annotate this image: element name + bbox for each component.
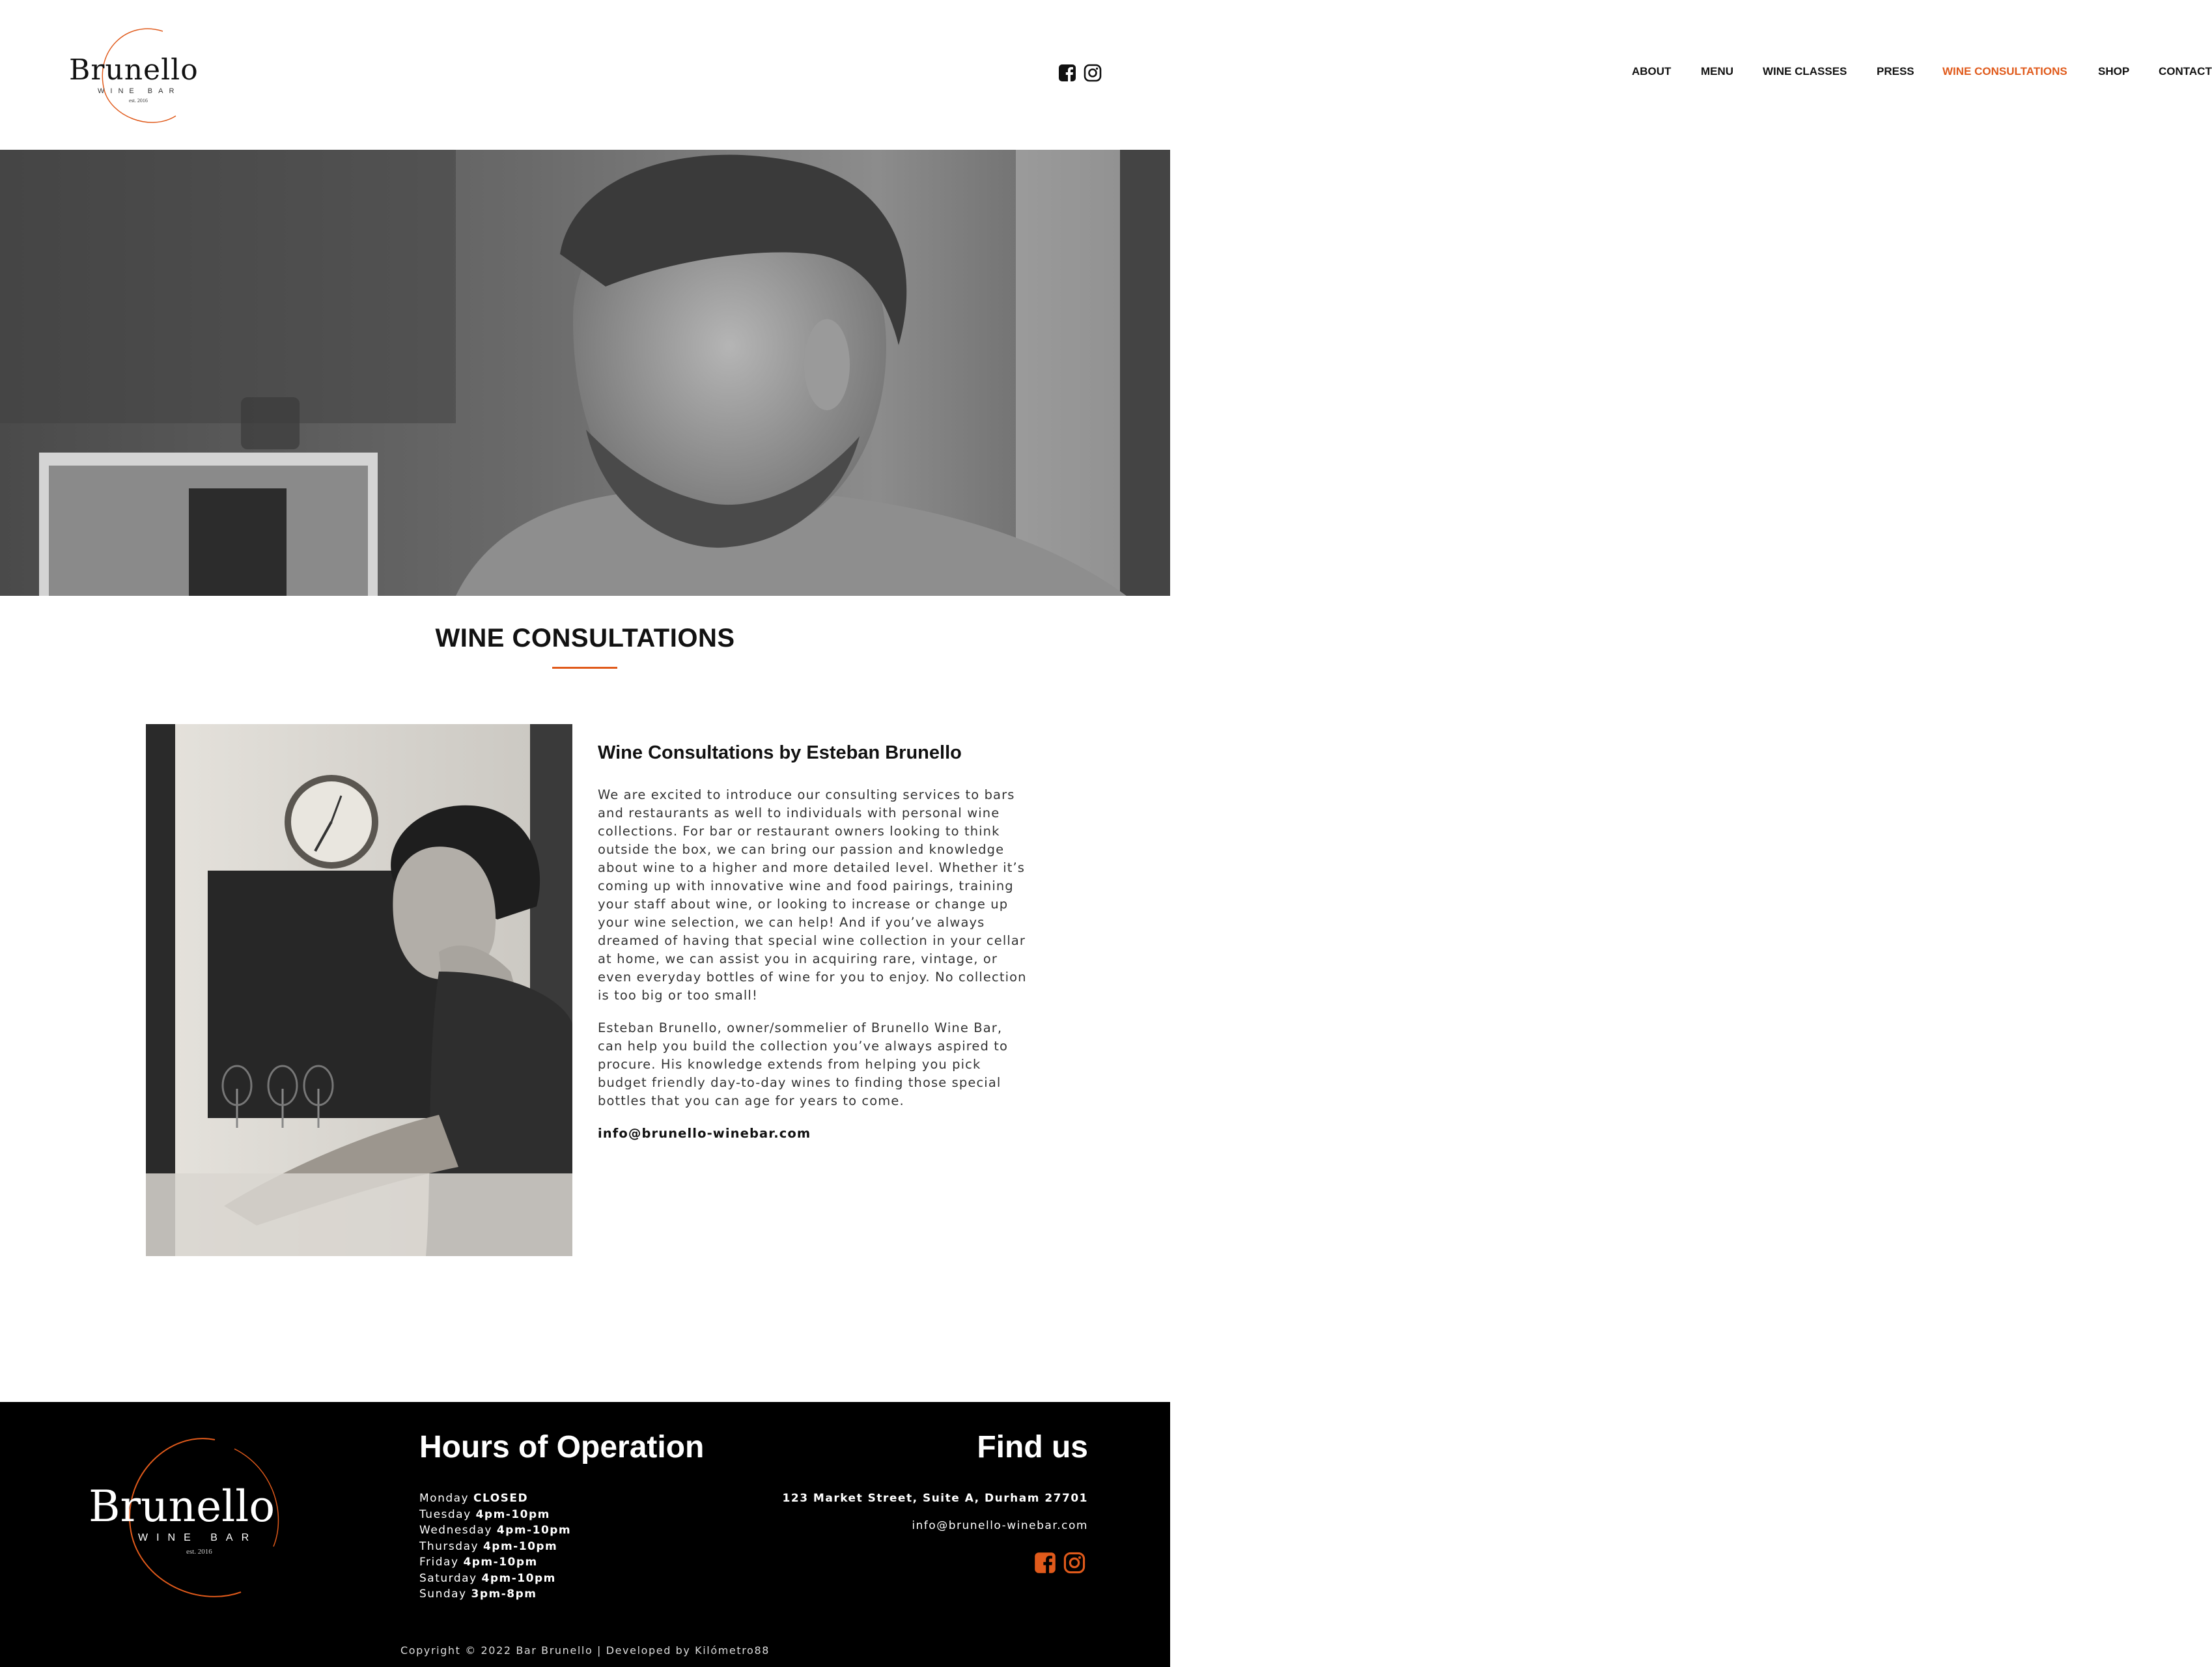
nav-item-press[interactable]: PRESS	[1877, 65, 1914, 77]
hours-day: Tuesday	[419, 1507, 471, 1521]
hours-row	[419, 1491, 571, 1507]
intro-paragraph: We are excited to introduce our consulting services to bars and restaurants as well to individuals with personal wine collections. For bar or restaurant owners looking to think outside the box, we can bring our passion and knowledge about wine to a higher and more detailed level. Whether it’s coming up with innovative wine and food pairings, training your staff about wine, or looking to increase or change up your wine selection, we can help! And if you’ve always dreamed of having that special wine collection in your cellar at home, we can assist you in acquiring rare, vintage, or even everyday bottles of wine for you to enjoy. No collection is too big or too small!	[598, 787, 1027, 1003]
hours-row	[419, 1554, 571, 1571]
instagram-icon[interactable]	[1084, 64, 1102, 82]
facebook-icon[interactable]	[1058, 64, 1076, 82]
nav-item-wine-classes[interactable]: WINE CLASSES	[1763, 65, 1847, 77]
nav-item-contact[interactable]: CONTACT	[2159, 65, 2212, 77]
hours-day: Thursday	[419, 1539, 479, 1553]
logo-tagline: WINE BAR	[98, 87, 180, 95]
sommelier-photo	[146, 724, 572, 1256]
title-underline	[552, 667, 617, 669]
footer-logo[interactable]	[85, 1436, 313, 1605]
footer-instagram-icon[interactable]	[1063, 1552, 1085, 1574]
brand-logo[interactable]	[65, 25, 215, 129]
hours-day: Saturday	[419, 1571, 477, 1585]
footer-logo-est: est. 2016	[186, 1548, 212, 1556]
hours-row	[419, 1539, 571, 1555]
hours-row	[419, 1522, 571, 1539]
logo-est: est. 2016	[129, 98, 148, 104]
footer-email-link[interactable]: info@brunello-winebar.com	[912, 1519, 1088, 1532]
contact-email-link[interactable]: info@brunello-winebar.com	[598, 1126, 811, 1141]
footer-logo-tagline: WINE BAR	[138, 1532, 258, 1543]
nav-item-wine-consultations[interactable]: WINE CONSULTATIONS	[1942, 65, 2067, 77]
nav-item-menu[interactable]: MENU	[1701, 65, 1734, 77]
consultation-content	[598, 742, 1028, 1157]
consultation-photo	[146, 724, 572, 1256]
footer-address: 123 Market Street, Suite A, Durham 27701	[782, 1492, 1088, 1505]
footer-facebook-icon[interactable]	[1034, 1552, 1056, 1574]
hours-day: Friday	[419, 1556, 459, 1569]
logo-wordmark: Brunello	[69, 53, 199, 87]
page-title: WINE CONSULTATIONS	[435, 624, 735, 652]
hours-time: 4pm-10pm	[475, 1507, 550, 1521]
footer-logo-wordmark: Brunello	[89, 1481, 275, 1532]
copyright-text: Copyright © 2022 Bar Brunello | Developed by Kilómetro88	[400, 1644, 770, 1657]
hours-row	[419, 1586, 571, 1603]
find-us-title: Find us	[977, 1430, 1088, 1464]
hours-title: Hours of Operation	[419, 1430, 705, 1464]
site-header	[0, 0, 2212, 150]
hours-time: CLOSED	[473, 1492, 529, 1505]
hours-day: Monday	[419, 1492, 469, 1505]
hours-day: Wednesday	[419, 1524, 492, 1537]
nav-item-about[interactable]: ABOUT	[1632, 65, 1672, 77]
hours-time: 4pm-10pm	[463, 1556, 538, 1569]
section-heading: Wine Consultations by Esteban Brunello	[598, 742, 962, 763]
hours-row	[419, 1507, 571, 1523]
hours-time: 4pm-10pm	[483, 1539, 558, 1553]
hours-list	[419, 1491, 571, 1603]
hours-time: 4pm-10pm	[481, 1571, 556, 1585]
hours-time: 3pm-8pm	[471, 1588, 537, 1601]
nav-item-shop[interactable]: SHOP	[2098, 65, 2130, 77]
hours-day: Sunday	[419, 1588, 467, 1601]
site-footer	[0, 1402, 1170, 1667]
hours-time: 4pm-10pm	[496, 1524, 572, 1537]
hours-row	[419, 1571, 571, 1587]
hero-image	[0, 150, 1170, 596]
hero-portrait-photo	[0, 150, 1170, 596]
bio-paragraph: Esteban Brunello, owner/sommelier of Brunello Wine Bar, can help you build the collection you’ve always aspired to procure. His knowledge extends from helping you pick budget friendly day-to-day wines to finding those special bottles that you can age for years to come.	[598, 1020, 1009, 1108]
